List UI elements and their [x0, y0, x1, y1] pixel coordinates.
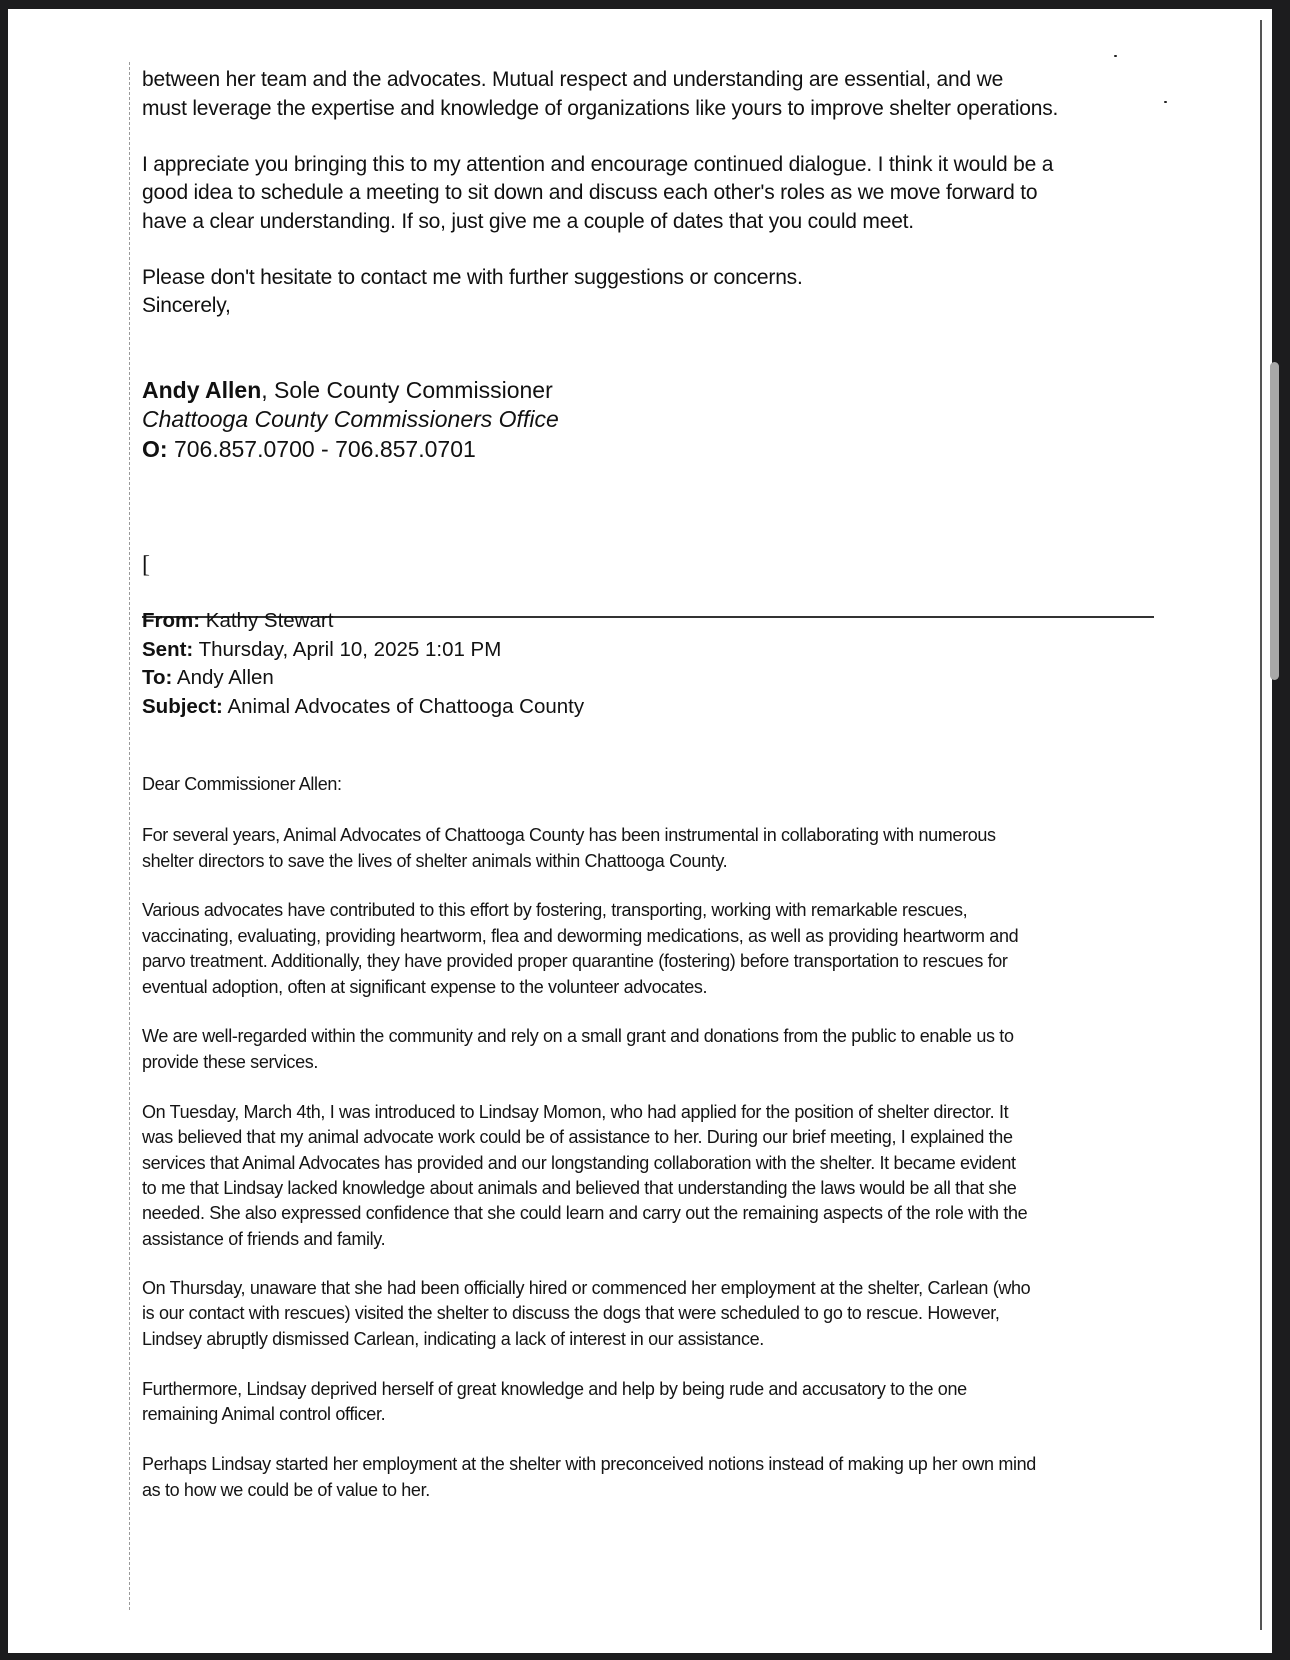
signature-title: , Sole County Commissioner [261, 377, 553, 403]
body-line: as to how we could be of value to her. [142, 1480, 430, 1500]
body-line: eventual adoption, often at significant expense to the volunteer advocates. [142, 977, 708, 997]
body-line: For several years, Animal Advocates of Chattooga County has been instrumental in collaborating with numerous [142, 825, 996, 845]
body-line: services that Animal Advocates has provided and our longstanding collaboration with the shelter. It became evident [142, 1153, 1016, 1173]
body-line: provide these services. [142, 1052, 319, 1072]
stray-bracket-mark: [ [142, 552, 150, 578]
body-line: On Thursday, unaware that she had been officially hired or commenced her employment at the shelter, Carlean (who [142, 1278, 1031, 1298]
subject-value: Animal Advocates of Chattooga County [222, 695, 585, 718]
body-line: We are well-regarded within the community and rely on a small grant and donations from the public to enable us to [142, 1026, 1014, 1046]
subject-label: Subject: [142, 695, 223, 718]
signature-office: Chattooga County Commissioners Office [142, 406, 559, 432]
body-line: parvo treatment. Additionally, they have provided proper quarantine (fostering) before transportation to rescues for [142, 951, 1008, 971]
sent-line [142, 635, 501, 665]
to-line [142, 663, 274, 693]
body-line: Perhaps Lindsay started her employment at the shelter with preconceived notions instead of making up her own mind [142, 1454, 1036, 1474]
reply-line: must leverage the expertise and knowledge of organizations like yours to improve shelter operations. [142, 97, 1059, 120]
sent-value: Thursday, April 10, 2025 1:01 PM [193, 638, 502, 661]
body-line: assistance of friends and family. [142, 1229, 386, 1249]
body-line: was believed that my animal advocate work could be of assistance to her. During our brief meeting, I explained the [142, 1127, 1013, 1147]
phone-label: O: [142, 436, 168, 462]
signature-name: Andy Allen [142, 377, 262, 403]
closing: Sincerely, [142, 294, 231, 317]
sent-label: Sent: [142, 638, 194, 661]
subject-line [142, 692, 584, 722]
body-line: remaining Animal control officer. [142, 1404, 386, 1424]
right-edge-line [1260, 20, 1262, 1630]
body-line: Lindsey abruptly dismissed Carlean, indicating a lack of interest in our assistance. [142, 1329, 764, 1349]
reply-line: good idea to schedule a meeting to sit down and discuss each other's roles as we move forward to [142, 181, 1038, 204]
body-line: On Tuesday, March 4th, I was introduced to Lindsay Momon, who had applied for the position of shelter director. It [142, 1102, 1009, 1122]
from-label: From: [142, 609, 201, 632]
body-line: needed. She also expressed confidence that she could learn and carry out the remaining aspects of the role with the [142, 1203, 1028, 1223]
reply-line: I appreciate you bringing this to my attention and encourage continued dialogue. I think it would be a [142, 153, 1054, 176]
signature-office-line [142, 404, 559, 435]
to-value: Andy Allen [172, 666, 274, 689]
body-line: vaccinating, evaluating, providing heartworm, flea and deworming medications, as well as providing heartworm and [142, 926, 1019, 946]
reply-line: between her team and the advocates. Mutual respect and understanding are essential, and we [142, 68, 1004, 91]
signature-name-line [142, 375, 553, 406]
from-line [142, 606, 333, 636]
greeting: Dear Commissioner Allen: [142, 774, 342, 794]
body-line: shelter directors to save the lives of shelter animals within Chattooga County. [142, 851, 728, 871]
reply-line: Please don't hesitate to contact me with further suggestions or concerns. [142, 266, 803, 289]
body-line: is our contact with rescues) visited the shelter to discuss the dogs that were scheduled to go to rescue. However, [142, 1303, 1000, 1323]
reply-line: have a clear understanding. If so, just give me a couple of dates that you could meet. [142, 210, 914, 233]
from-value: Kathy Stewart [200, 609, 334, 632]
phone-number: 706.857.0700 - 706.857.0701 [167, 436, 476, 462]
signature-phone-line [142, 434, 476, 465]
body-line: to me that Lindsay lacked knowledge about animals and believed that understanding the laws would be all that she [142, 1178, 1017, 1198]
scan-speck [1164, 101, 1167, 103]
body-line: Furthermore, Lindsay deprived herself of great knowledge and help by being rude and accusatory to the one [142, 1379, 967, 1399]
body-line: Various advocates have contributed to this effort by fostering, transporting, working with remarkable rescues, [142, 900, 968, 920]
left-margin-line [129, 62, 130, 1610]
scrollbar-track[interactable] [1272, 9, 1290, 1653]
to-label: To: [142, 666, 173, 689]
scrollbar-thumb[interactable] [1270, 362, 1279, 680]
scan-speck [1114, 55, 1117, 57]
